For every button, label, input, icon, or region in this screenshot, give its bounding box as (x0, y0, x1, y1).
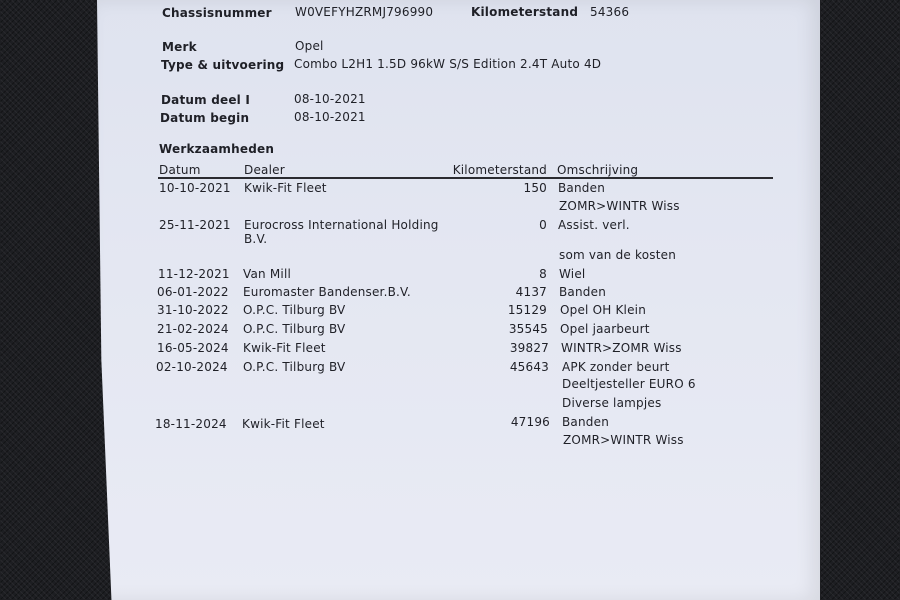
cell-datum: 10-10-2021 (159, 181, 231, 195)
cell-dealer: Euromaster Bandenser.B.V. (243, 285, 411, 299)
cell-dealer: O.P.C. Tilburg BV (243, 322, 346, 336)
cell-dealer: O.P.C. Tilburg BV (243, 303, 346, 317)
datum-begin-label: Datum begin (160, 111, 250, 125)
cell-datum: 06-01-2022 (157, 285, 229, 299)
col-omschrijving: Omschrijving (557, 163, 639, 177)
cell-datum: 18-11-2024 (155, 417, 227, 431)
cell-dealer: Kwik-Fit Fleet (242, 417, 325, 431)
cell-km: 39827 (509, 341, 549, 355)
col-dealer: Dealer (244, 163, 285, 177)
cell-km: 47196 (510, 415, 550, 429)
cell-omschrijving: Assist. verl. (558, 218, 630, 232)
km-label: Kilometerstand (471, 5, 579, 19)
cell-omschrijving: ZOMR>WINTR Wiss (559, 199, 680, 213)
cell-datum: 11-12-2021 (158, 267, 230, 281)
cell-omschrijving: Opel jaarbeurt (560, 322, 650, 336)
datum-deel-label: Datum deel I (161, 93, 251, 107)
cell-dealer: O.P.C. Tilburg BV (243, 360, 346, 374)
cell-km: 15129 (507, 303, 547, 317)
merk-label: Merk (162, 40, 197, 54)
cell-km: 45643 (509, 360, 549, 374)
cell-omschrijving: Diverse lampjes (562, 396, 662, 410)
cell-datum: 31-10-2022 (157, 303, 229, 317)
cell-omschrijving: Banden (562, 415, 609, 429)
cell-omschrijving: som van de kosten (559, 248, 676, 262)
type-value: Combo L2H1 1.5D 96kW S/S Edition 2.4T Auto 4D (294, 57, 602, 71)
cell-omschrijving: Deeltjesteller EURO 6 (562, 377, 696, 391)
datum-deel-value: 08-10-2021 (294, 92, 366, 106)
cell-omschrijving: WINTR>ZOMR Wiss (561, 341, 682, 355)
type-label: Type & uitvoering (161, 58, 285, 72)
cell-dealer: Kwik-Fit Fleet (244, 181, 327, 195)
cell-omschrijving: Banden (558, 181, 605, 195)
col-kilometerstand: Kilometerstand (452, 163, 547, 177)
cell-omschrijving: ZOMR>WINTR Wiss (563, 433, 684, 447)
cell-dealer: Kwik-Fit Fleet (243, 341, 326, 355)
document-sheet (97, 0, 820, 600)
col-datum: Datum (159, 163, 201, 177)
cell-omschrijving: Banden (559, 285, 606, 299)
header-rule (158, 177, 773, 179)
cell-km: 4137 (515, 285, 547, 299)
cell-omschrijving: APK zonder beurt (562, 360, 670, 374)
cell-datum: 21-02-2024 (157, 322, 229, 336)
datum-begin-value: 08-10-2021 (294, 110, 366, 124)
cell-datum: 02-10-2024 (156, 360, 228, 374)
cell-omschrijving: Wiel (559, 267, 586, 281)
cell-km: 8 (539, 267, 547, 281)
chassis-label: Chassisnummer (162, 6, 272, 20)
cell-km: 0 (539, 218, 547, 232)
werkzaamheden-title: Werkzaamheden (159, 142, 275, 156)
cell-omschrijving: Opel OH Klein (560, 303, 647, 317)
chassis-value: W0VEFYHZRMJ796990 (295, 5, 434, 19)
cell-dealer: Van Mill (243, 267, 292, 281)
merk-value: Opel (295, 39, 324, 53)
cell-km: 35545 (508, 322, 548, 336)
cell-dealer: B.V. (244, 232, 268, 246)
cell-dealer: Eurocross International Holding (244, 218, 439, 232)
cell-datum: 25-11-2021 (159, 218, 231, 232)
cell-datum: 16-05-2024 (157, 341, 229, 355)
km-value: 54366 (590, 5, 630, 19)
cell-km: 150 (523, 181, 547, 195)
